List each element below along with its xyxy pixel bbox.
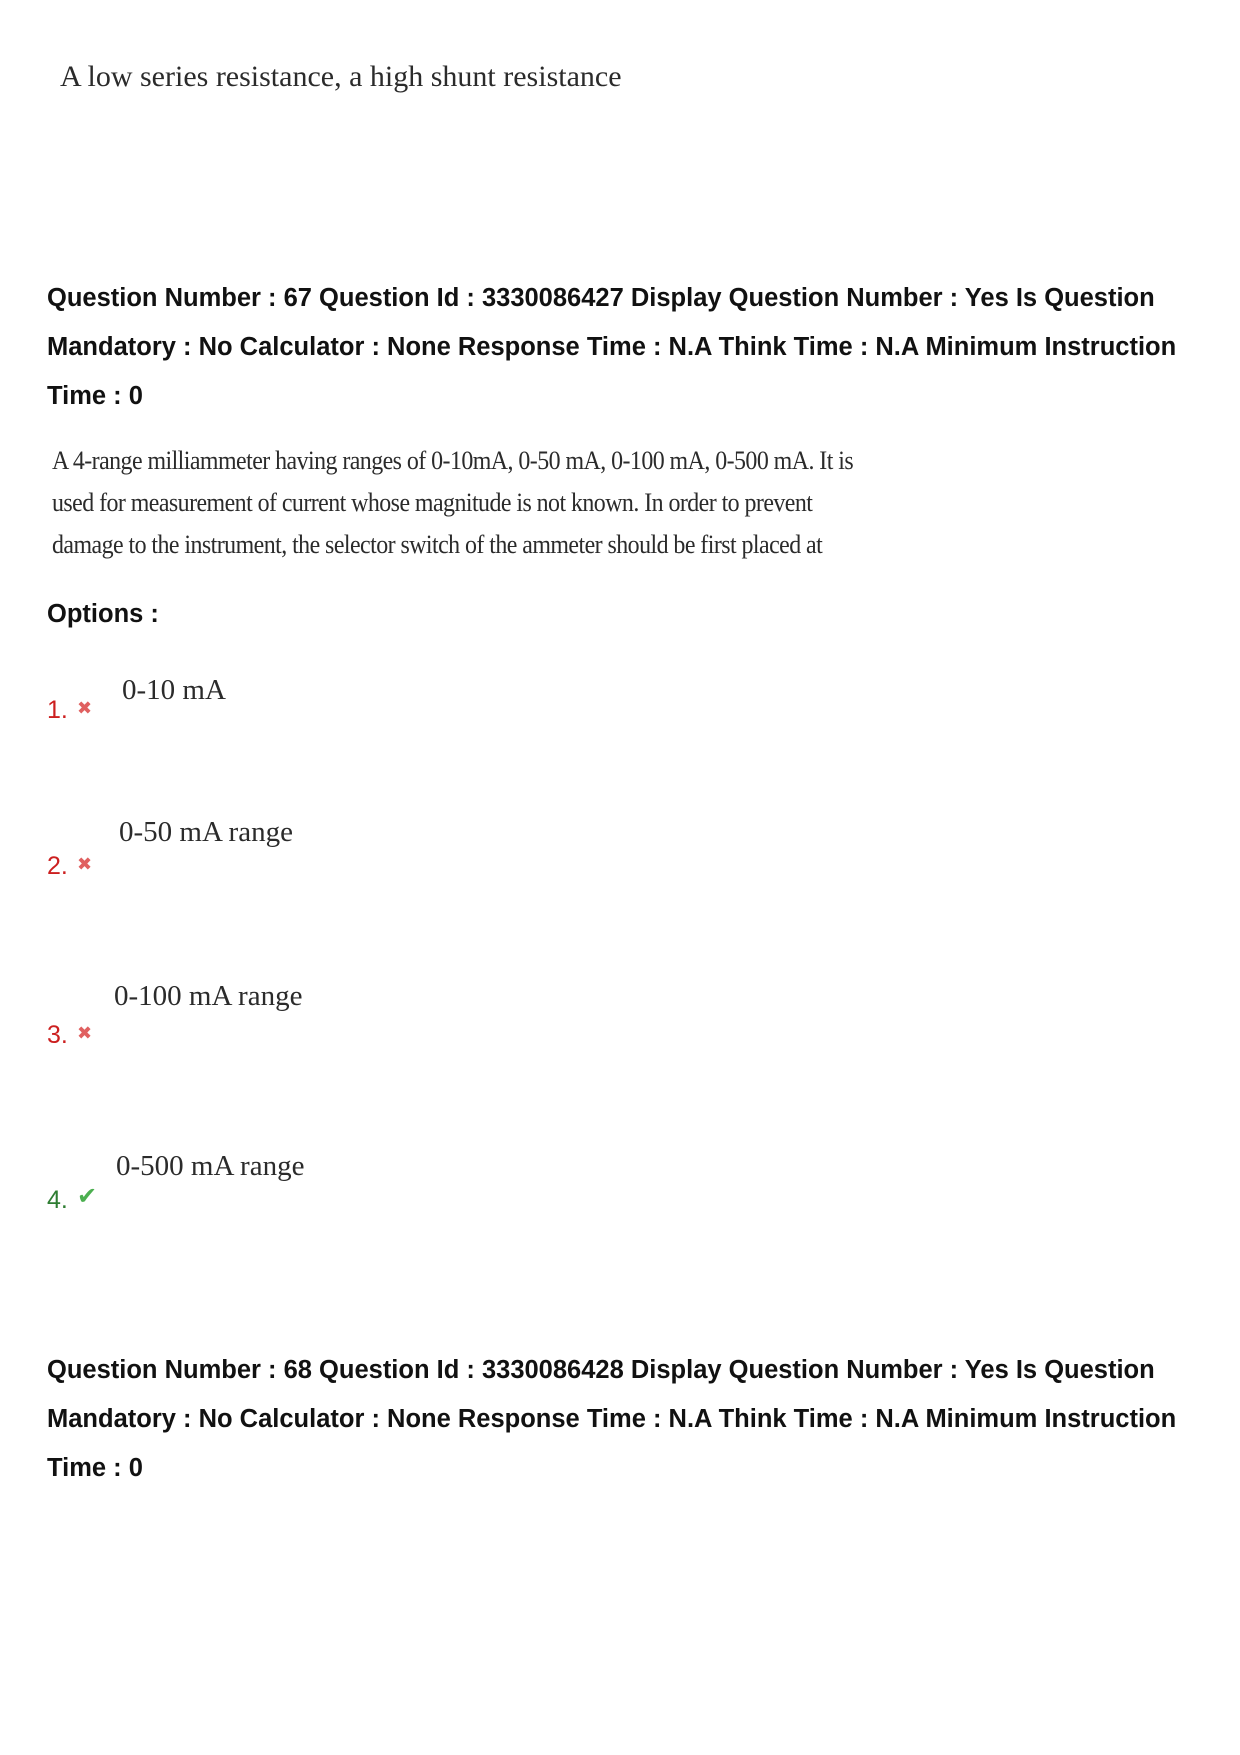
option-4-number: 4. — [47, 1186, 68, 1214]
question-67-metadata: Question Number : 67 Question Id : 3330086427 Display Question Number : Yes Is Question Mandatory : No Calculator : None Response Time : N.A Think Time : N.A Minimum Instruction Time : 0 — [47, 284, 1177, 410]
options-label: Options : — [47, 600, 159, 628]
cross-icon: ✖ — [77, 1023, 93, 1044]
question-68-metadata: Question Number : 68 Question Id : 3330086428 Display Question Number : Yes Is Question Mandatory : No Calculator : None Response Time : N.A Think Time : N.A Minimum Instruction Time : 0 — [47, 1356, 1177, 1482]
option-1-number: 1. — [47, 696, 68, 724]
option-3-number: 3. — [47, 1021, 68, 1049]
option-4-text: 0-500 mA range — [116, 1150, 305, 1182]
question-67-text: A 4-range milliammeter having ranges of 0-10mA, 0-50 mA, 0-100 mA, 0-500 mA. It is used for measurement of current whose magnitude is not known. In order to prevent damage to the instrument, the selector switch of the ammeter should be first placed at — [52, 446, 854, 559]
option-2-text: 0-50 mA range — [119, 816, 293, 848]
previous-question-answer-image-text: A low series resistance, a high shunt resistance — [60, 60, 622, 93]
cross-icon: ✖ — [77, 854, 93, 875]
option-1-text: 0-10 mA — [122, 674, 226, 706]
option-3-text: 0-100 mA range — [114, 980, 303, 1012]
option-2-number: 2. — [47, 852, 68, 880]
cross-icon: ✖ — [77, 698, 93, 719]
check-icon: ✔ — [77, 1182, 98, 1210]
